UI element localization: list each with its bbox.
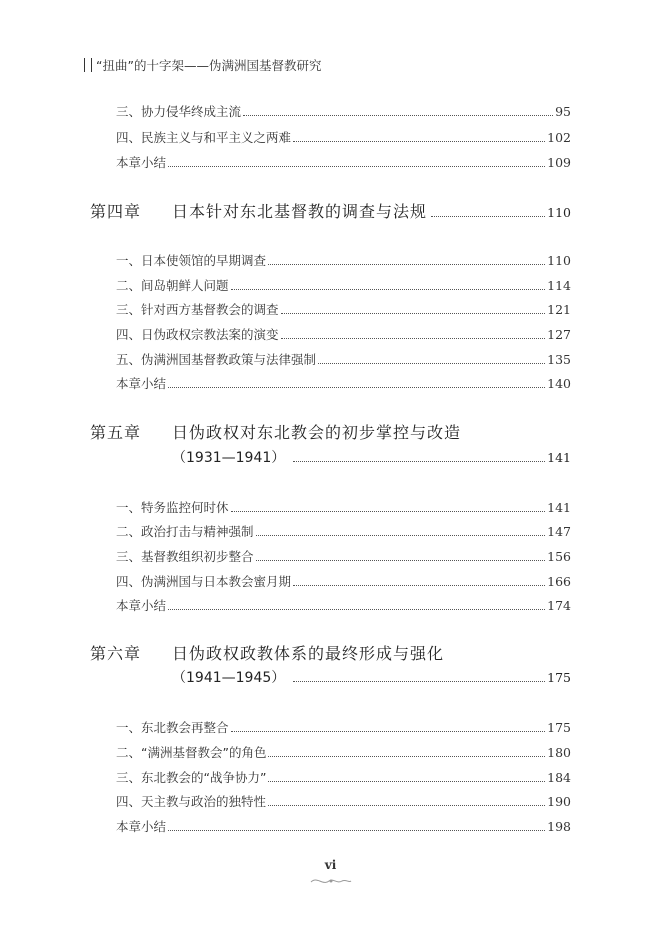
leader-dots	[231, 731, 546, 732]
toc-entry[interactable]	[116, 770, 571, 786]
chapter-title: 日本针对东北基督教的调查与法规	[172, 202, 428, 221]
toc-entry[interactable]	[116, 745, 571, 761]
leader-dots	[268, 781, 545, 782]
toc-entry-title: 三、针对西方基督教会的调查	[116, 302, 279, 317]
toc-entry-page: 127	[547, 327, 571, 342]
toc-entry[interactable]	[116, 104, 571, 120]
toc-entry-title: 三、基督教组织初步整合	[116, 549, 254, 564]
toc-entry[interactable]	[116, 327, 571, 343]
chapter-page: 110	[547, 205, 571, 220]
leader-dots	[231, 289, 546, 290]
leader-dots	[256, 560, 546, 561]
toc-entry[interactable]	[116, 598, 571, 614]
toc-entry-title: 本章小结	[116, 819, 167, 834]
chapter-title: 日伪政权政教体系的最终形成与强化	[172, 644, 445, 663]
scroll-ornament-icon	[309, 874, 353, 888]
toc-entry-title: 三、协力侵华终成主流	[116, 104, 242, 119]
leader-dots	[243, 115, 553, 116]
leader-dots	[231, 511, 546, 512]
leader-dots	[168, 830, 545, 831]
leader-dots	[293, 141, 545, 142]
toc-entry[interactable]	[116, 155, 571, 171]
chapter-subtitle-line[interactable]	[172, 449, 571, 467]
toc-entry-title: 二、政治打击与精神强制	[116, 524, 254, 539]
toc-entry-page: 190	[547, 794, 571, 809]
toc-entry[interactable]	[116, 130, 571, 146]
chapter-subtitle-line[interactable]	[172, 669, 571, 687]
toc-entry[interactable]	[116, 574, 571, 590]
toc-entry[interactable]	[116, 819, 571, 835]
toc-entry-page: 166	[547, 574, 571, 589]
toc-entry-page: 95	[555, 104, 571, 119]
toc-entry[interactable]	[116, 549, 571, 565]
toc-entry-title: 四、天主教与政治的独特性	[116, 794, 267, 809]
toc-entry-page: 102	[547, 130, 571, 145]
toc-entry-title: 五、伪满洲国基督教政策与法律强制	[116, 352, 317, 367]
toc-entry[interactable]	[116, 376, 571, 392]
chapter-heading[interactable]	[90, 423, 571, 443]
toc-entry[interactable]	[116, 352, 571, 368]
toc-entry-title: 四、民族主义与和平主义之两难	[116, 130, 292, 145]
toc-entry-page: 184	[547, 770, 571, 785]
toc-entry-title: 四、日伪政权宗教法案的演变	[116, 327, 279, 342]
toc-entry-page: 135	[547, 352, 571, 367]
toc-entry-title: 二、“满洲基督教会”的角色	[116, 745, 267, 760]
leader-dots	[293, 461, 545, 462]
toc-entry-title: 一、日本使领馆的早期调查	[116, 253, 267, 268]
leader-dots	[281, 313, 546, 314]
toc-entry-title: 一、特务监控何时休	[116, 500, 229, 515]
toc-entry-title: 二、间岛朝鲜人问题	[116, 278, 229, 293]
running-head	[84, 56, 321, 74]
chapter-page: 175	[547, 670, 571, 685]
toc-entry[interactable]	[116, 253, 571, 269]
leader-dots	[431, 216, 545, 217]
chapter-subtitle: （1941—1945）	[172, 670, 286, 686]
chapter-number: 第四章	[90, 202, 142, 221]
leader-dots	[268, 264, 545, 265]
chapter-subtitle: （1931—1941）	[172, 450, 286, 466]
leader-dots	[318, 363, 545, 364]
toc-entry[interactable]	[116, 278, 571, 294]
toc-entry-page: 121	[547, 302, 571, 317]
toc-entry[interactable]	[116, 302, 571, 318]
toc-entry-page: 156	[547, 549, 571, 564]
leader-dots	[293, 681, 545, 682]
chapter-title: 日伪政权对东北教会的初步掌控与改造	[172, 423, 462, 442]
toc-entry-page: 109	[547, 155, 571, 170]
chapter-number: 第六章	[90, 644, 142, 663]
chapter-number: 第五章	[90, 423, 142, 442]
toc-entry-page: 175	[547, 720, 571, 735]
toc-entry-page: 140	[547, 376, 571, 391]
leader-dots	[293, 585, 545, 586]
chapter-page: 141	[547, 450, 571, 465]
leader-dots	[281, 338, 546, 339]
toc-entry-page: 141	[547, 500, 571, 515]
toc-entry[interactable]	[116, 794, 571, 810]
leader-dots	[168, 387, 545, 388]
leader-dots	[268, 805, 545, 806]
toc-entry-title: 本章小结	[116, 376, 167, 391]
running-head-text: “扭曲”的十字架——伪满洲国基督教研究	[96, 58, 322, 73]
toc-entry-page: 180	[547, 745, 571, 760]
toc-entry[interactable]	[116, 524, 571, 540]
leader-dots	[168, 609, 545, 610]
leader-dots	[268, 756, 545, 757]
toc-entry-title: 本章小结	[116, 598, 167, 613]
leader-dots	[168, 166, 545, 167]
toc-entry-page: 147	[547, 524, 571, 539]
toc-entry-page: 110	[547, 253, 571, 268]
page-number: vi	[324, 858, 337, 872]
toc-entry-title: 本章小结	[116, 155, 167, 170]
toc-entry-title: 三、东北教会的“战争协力”	[116, 770, 267, 785]
toc-entry[interactable]	[116, 500, 571, 516]
toc-entry-page: 198	[547, 819, 571, 834]
toc-entry-title: 一、东北教会再整合	[116, 720, 229, 735]
toc-entry[interactable]	[116, 720, 571, 736]
leader-dots	[256, 535, 546, 536]
toc-entry-page: 174	[547, 598, 571, 613]
chapter-heading[interactable]	[90, 644, 571, 664]
toc-entry-title: 四、伪满洲国与日本教会蜜月期	[116, 574, 292, 589]
toc-entry-page: 114	[547, 278, 571, 293]
chapter-heading[interactable]	[90, 202, 571, 223]
running-head-rule	[84, 58, 92, 72]
